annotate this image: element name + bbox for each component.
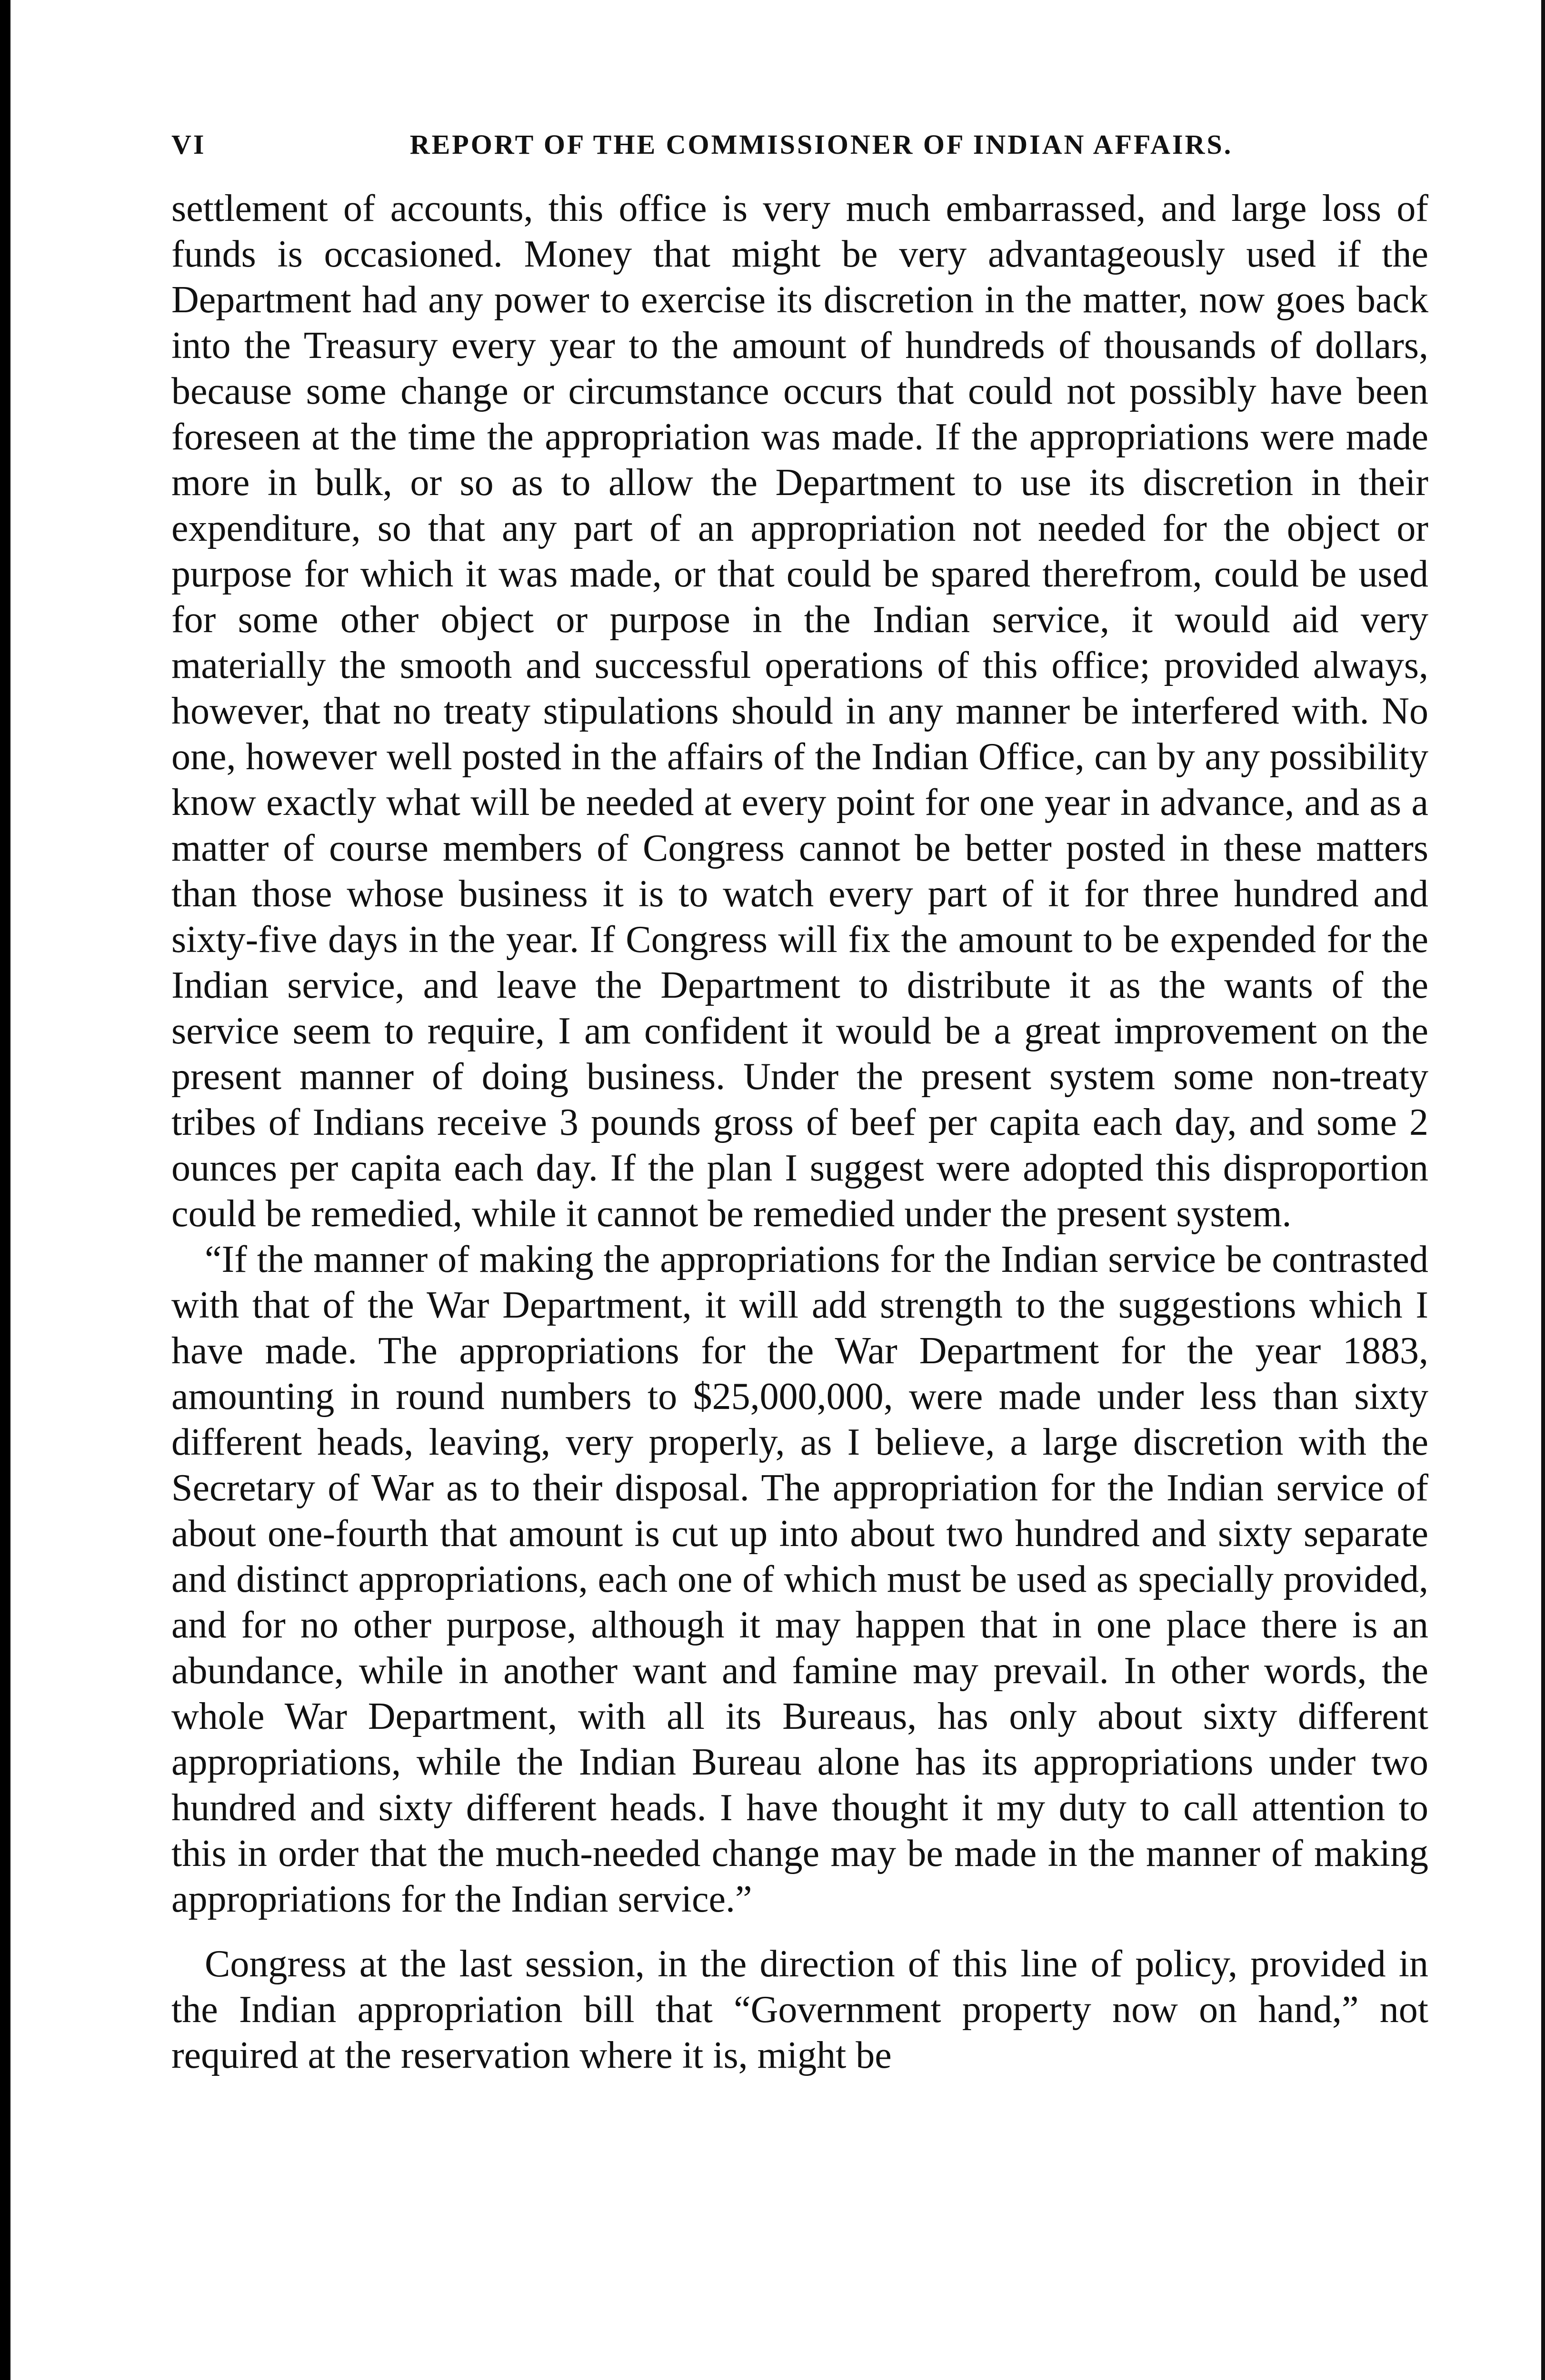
scan-edge-right (1541, 0, 1545, 2380)
scan-edge-left (0, 0, 10, 2380)
body-text (171, 186, 1428, 2078)
paragraph-quotation: “If the manner of making the appropriations for the Indian service be contrasted with that of the War Department, it will add strength to the suggestions which I have made. The appropriations for the War Department for the year 1883, amounting in round numbers to $25,000,000, were made under less than sixty different heads, leaving, very properly, as I believe, a large discretion with the Secretary of War as to their disposal. The appropriation for the Indian service of about one-fourth that amount is cut up into about two hundred and sixty separate and distinct appropriations, each one of which must be used as specially provided, and for no other purpose, although it may happen that in one place there is an abundance, while in another want and famine may prevail. In other words, the whole War Department, with all its Bureaus, has only about sixty different appropriations, while the Indian Bureau alone has its appropriations under two hundred and sixty different heads. I have thought it my duty to call attention to this in order that the much-needed change may be made in the manner of making appropriations for the Indian service.” (171, 1239, 1428, 1920)
document-page (171, 129, 1428, 2078)
running-head (171, 129, 1428, 186)
page-number: VI (171, 129, 206, 160)
paragraph-congress: Congress at the last session, in the direction of this line of policy, provided in the Indian appropriation bill that “Government property now on hand,” not required at the reservation where it is, might be (171, 1943, 1428, 2076)
paragraph-continued: settlement of accounts, this office is very much embarrassed, and large loss of funds is occasioned. Money that might be very advantageously used if the Department had any power to exercise its discretion in the matter, now goes back into the Treasury every year to the amount of hundreds of thousands of dollars, because some change or circumstance occurs that could not possibly have been foreseen at the time the appropriation was made. If the appropriations were made more in bulk, or so as to allow the Department to use its discretion in their expenditure, so that any part of an appropriation not needed for the object or purpose for which it was made, or that could be spared therefrom, could be used for some other object or purpose in the Indian service, it would aid very materially the smooth and successful operations of this office; provided always, however, that no treaty stipulations should in any manner be interfered with. No one, however well posted in the affairs of the Indian Office, can by any possibility know exactly what will be needed at every point for one year in advance, and as a matter of course members of Congress cannot be better posted in these matters than those whose business it is to watch every part of it for three hundred and sixty-five days in the year. If Congress will fix the amount to be expended for the Indian service, and leave the Department to distribute it as the wants of the service seem to require, I am confident it would be a great improvement on the present manner of doing business. Under the present system some non-treaty tribes of Indians receive 3 pounds gross of beef per capita each day, and some 2 ounces per capita each day. If the plan I suggest were adopted this disproportion could be remedied, while it cannot be remedied under the present system. (171, 188, 1428, 1235)
page-title: REPORT OF THE COMMISSIONER OF INDIAN AFFAIRS. (409, 129, 1233, 160)
